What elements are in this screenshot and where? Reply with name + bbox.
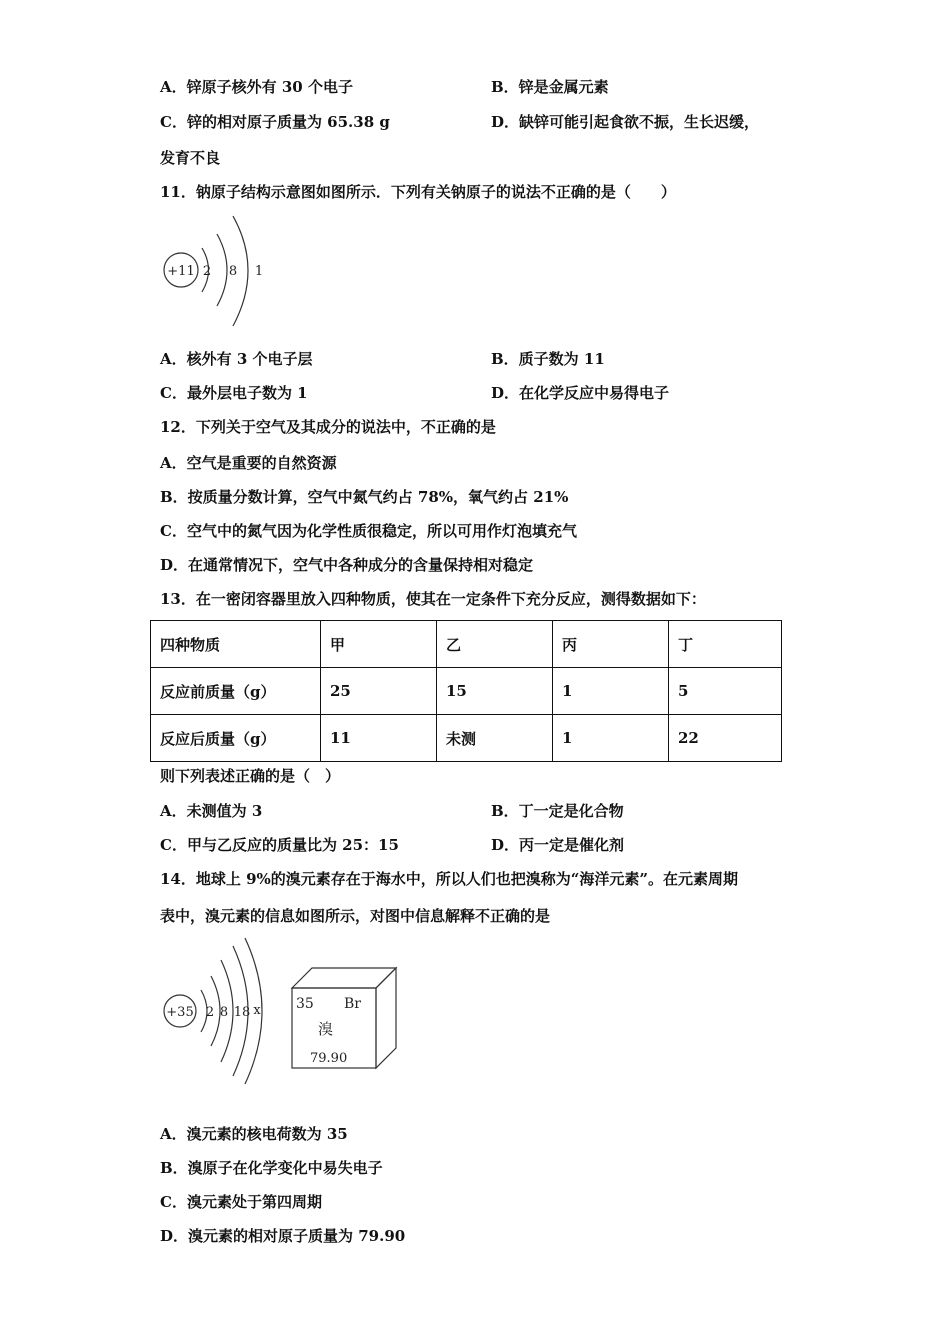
element-name: 溴	[318, 1020, 334, 1038]
table-row	[151, 668, 782, 715]
table-cell: 25	[321, 668, 437, 715]
q12-stem: 12．下列关于空气及其成分的说法中，不正确的是	[160, 418, 496, 436]
nucleus-charge: +35	[166, 1005, 194, 1020]
q13-option-d: D．丙一定是催化剂	[491, 836, 625, 854]
q10-option-b: B．锌是金属元素	[491, 78, 609, 96]
q14-option-b: B．溴原子在化学变化中易失电子	[160, 1159, 383, 1177]
shell-4-electrons: x	[253, 1003, 261, 1018]
table-cell: 乙	[437, 621, 553, 668]
table-cell: 丙	[553, 621, 669, 668]
table-cell: 甲	[321, 621, 437, 668]
table-cell: 22	[669, 715, 782, 762]
shell-2-electrons: 8	[228, 264, 238, 279]
q14-stem-line-2: 表中，溴元素的信息如图所示，对图中信息解释不正确的是	[160, 907, 551, 925]
atomic-mass: 79.90	[310, 1051, 348, 1066]
bromine-atom-diagram	[155, 938, 285, 1088]
q11-stem: 11．钠原子结构示意图如图所示．下列有关钠原子的说法不正确的是（ ）	[160, 183, 676, 201]
table-cell: 5	[669, 668, 782, 715]
shell-1-electrons: 2	[202, 264, 212, 279]
shell-arc-2	[217, 234, 227, 306]
q14-option-d: D．溴元素的相对原子质量为 79.90	[160, 1227, 406, 1245]
cube-top-face	[292, 968, 396, 988]
table-cell: 反应前质量（g）	[151, 668, 321, 715]
q13-option-b: B．丁一定是化合物	[491, 802, 624, 820]
q13-data-table	[150, 620, 782, 762]
table-row	[151, 715, 782, 762]
shell-3-electrons: 1	[254, 264, 264, 279]
q14-option-c: C．溴元素处于第四周期	[160, 1193, 322, 1211]
shell-3-electrons: 18	[233, 1005, 251, 1020]
q10-option-c: C．锌的相对原子质量为 65.38 g	[160, 113, 390, 131]
table-cell: 15	[437, 668, 553, 715]
table-cell: 未测	[437, 715, 553, 762]
nucleus-charge: +11	[167, 264, 195, 279]
shell-2-electrons: 8	[219, 1005, 229, 1020]
q10-option-a: A．锌原子核外有 30 个电子	[160, 78, 353, 96]
table-cell: 反应后质量（g）	[151, 715, 321, 762]
q14-stem-line-1: 14．地球上 9%的溴元素存在于海水中，所以人们也把溴称为“海洋元素”。在元素周期	[160, 870, 739, 888]
atomic-number: 35	[296, 996, 314, 1012]
cube-side-face	[376, 968, 396, 1068]
q11-option-d: D．在化学反应中易得电子	[491, 384, 670, 402]
q12-option-a: A．空气是重要的自然资源	[160, 454, 337, 472]
q12-option-b: B．按质量分数计算，空气中氮气约占 78%，氧气约占 21%	[160, 488, 569, 506]
q13-option-c: C．甲与乙反应的质量比为 25：15	[160, 836, 399, 854]
table-header-row	[151, 621, 782, 668]
q10-option-d: D．缺锌可能引起食欲不振，生长迟缓，	[491, 113, 760, 131]
q13-stem: 13．在一密闭容器里放入四种物质，使其在一定条件下充分反应，测得数据如下：	[160, 590, 706, 608]
q11-option-b: B．质子数为 11	[491, 350, 605, 368]
sodium-atom-diagram	[155, 212, 275, 332]
table-cell: 丁	[669, 621, 782, 668]
q14-option-a: A．溴元素的核电荷数为 35	[160, 1125, 348, 1143]
table-cell: 1	[553, 668, 669, 715]
shell-1-electrons: 2	[205, 1005, 215, 1020]
periodic-table-cell-bromine	[288, 964, 400, 1070]
element-symbol: Br	[344, 996, 361, 1012]
q12-option-d: D．在通常情况下，空气中各种成分的含量保持相对稳定	[160, 556, 534, 574]
q13-follow-up: 则下列表述正确的是（ ）	[160, 767, 341, 785]
q10-option-d-continued: 发育不良	[160, 149, 221, 167]
table-cell: 1	[553, 715, 669, 762]
q13-option-a: A．未测值为 3	[160, 802, 263, 820]
q11-option-a: A．核外有 3 个电子层	[160, 350, 313, 368]
q11-option-c: C．最外层电子数为 1	[160, 384, 308, 402]
q12-option-c: C．空气中的氮气因为化学性质很稳定，所以可用作灯泡填充气	[160, 522, 577, 540]
table-cell: 四种物质	[151, 621, 321, 668]
table-cell: 11	[321, 715, 437, 762]
